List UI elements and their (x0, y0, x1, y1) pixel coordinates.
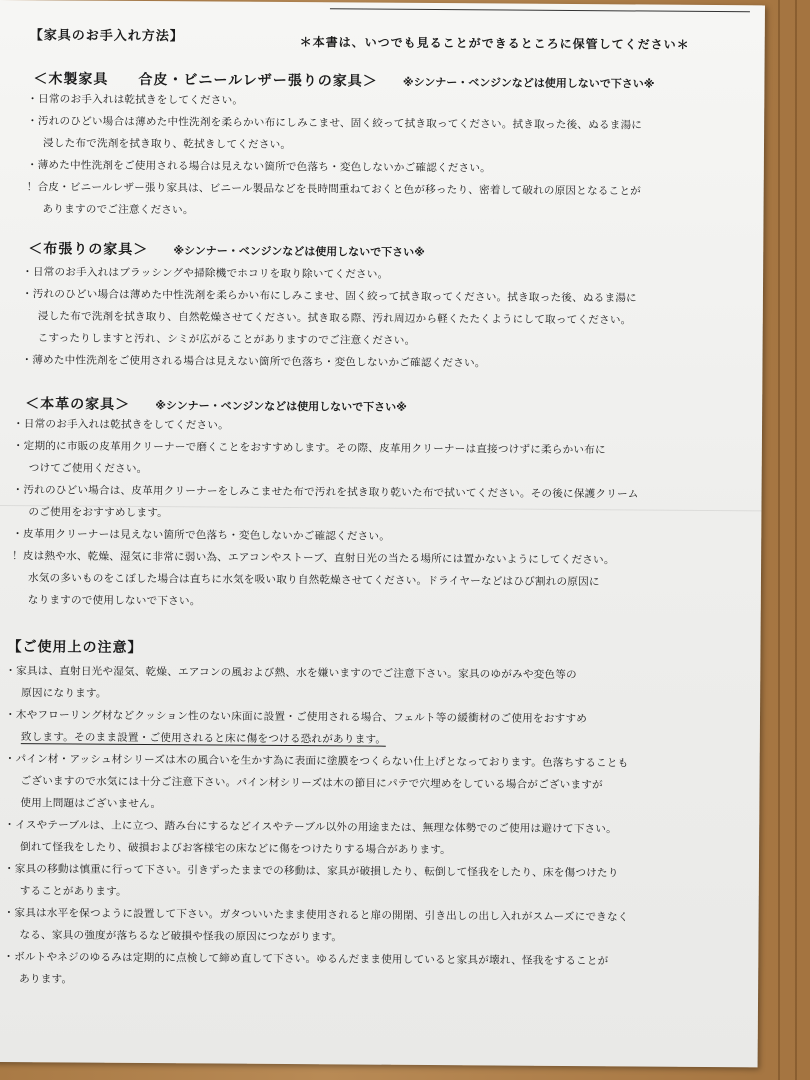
wood-grain (778, 0, 780, 1080)
section-leather-body (12, 413, 639, 615)
list-item-continued: 倒れて怪我をしたり、破損およびお客様宅の床などに傷をつけたりする場合があります。 (20, 841, 452, 857)
section-leather-heading (25, 393, 407, 416)
list-item-continued: 使用上問題はございません。 (20, 797, 162, 811)
section-fabric-warning: ※シンナー・ベンジンなどは使用しないで下さい※ (173, 244, 425, 259)
section-usage-body (3, 660, 630, 994)
section-usage-title: 【ご使用上の注意】 (7, 639, 143, 657)
list-item-continued: こすったりしますと汚れ、シミが広がることがありますのでご注意ください。 (37, 332, 416, 347)
section-wood-title: ＜木製家具 合皮・ビニールレザー張りの家具＞ (33, 71, 378, 90)
list-item: ・薄めた中性洗剤をご使用される場合は見えない箇所で色落ち・変色しないかご確認ください。 (21, 354, 486, 370)
list-item: ・イスやテーブルは、上に立つ、踏み台にするなどイスやテーブル以外の用途または、無理な体勢でのご使用は避けて下さい。 (4, 819, 617, 836)
list-item-continued: 浸した布で洗剤を拭き取り、乾拭きしてください。 (42, 137, 292, 152)
list-item: ・皮革用クリーナーは見えない箇所で色落ち・変色しないかご確認ください。 (12, 528, 391, 543)
list-item: ・薄めた中性洗剤をご使用される場合は見えない箇所で色落ち・変色しないかご確認ください。 (26, 159, 492, 175)
list-item: ・木やフローリング材などクッション性のない床面に設置・ご使用される場合、フェルト等の緩衝材のご使用をおすすめ (4, 709, 588, 726)
list-item: ・日常のお手入れは乾拭きをしてください。 (12, 418, 229, 432)
list-item-continued: 浸した布で洗剤を拭き取り、自然乾燥させてください。拭き取る際、汚れ周辺から軽くたたくようにして取ってください。 (37, 310, 632, 327)
header-left: 【家具のお手入れ方法】 (29, 28, 184, 45)
list-item-continued: なる、家具の強度が落ちるなど破損や怪我の原因につながります。 (19, 929, 343, 944)
list-item: ・汚れのひどい場合は、皮革用クリーナーをしみこませた布で汚れを拭き取り乾いた布で拭いてください。その後に保護クリーム (12, 484, 639, 501)
list-item: ・汚れのひどい場合は薄めた中性洗剤を柔らかい布にしみこませ、固く絞って拭き取ってください。拭き取った後、ぬるま湯に (21, 288, 637, 305)
section-fabric-body (21, 261, 637, 375)
section-wood-warning: ※シンナー・ベンジンなどは使用しないで下さい※ (402, 75, 655, 91)
list-item-continued: することがあります。 (19, 885, 127, 898)
list-item-continued: 原因になります。 (21, 687, 107, 700)
header-right: ＊本書は、いつでも見ることができるところに保管してください＊ (299, 35, 690, 52)
list-item: ・家具は、直射日光や湿気、乾燥、エアコンの風および熱、水を嫌いますのでご注意下さい。家具のゆがみや変色等の (5, 665, 577, 682)
list-item: ・ボルトやネジのゆるみは定期的に点検して締め直して下さい。ゆるんだまま使用していると家具が壊れ、怪我をすることが (3, 951, 609, 968)
list-item: ・家具は水平を保つように設置して下さい。ガタついいたまま使用されると扉の開閉、引き出しの出し入れがスムーズにできなく (3, 907, 629, 924)
top-rule (330, 8, 750, 12)
list-item-continued: 水気の多いものをこぼした場合は直ちに水気を吸い取り自然乾燥させてください。ドライヤーなどはひび割れの原因に (27, 572, 600, 589)
list-item: ！皮は熱や水、乾燥、湿気に非常に弱い為、エアコンやストーブ、直射日光の当たる場所には置かないようにしてください。 (12, 550, 615, 567)
list-item-continued: ありますのでご注意ください。 (42, 203, 194, 217)
list-item-continued: ございますので水気には十分ご注意下さい。パイン材シリーズは木の節目にパテで穴埋めをしている場合がございますが (20, 775, 603, 792)
list-item: ！合皮・ビニールレザー張り家具は、ビニール製品などを長時間重ねておくと色が移ったり、密着して破れの原因となることが (26, 181, 642, 198)
wood-grain (795, 0, 797, 1080)
list-item: ・定期的に市販の皮革用クリーナーで磨くことをおすすめします。その際、皮革用クリーナーは直接つけずに柔らかい布に (12, 440, 606, 457)
section-wood-body (26, 88, 642, 224)
section-fabric-title: ＜布張りの家具＞ (28, 241, 149, 259)
list-item-continued: あります。 (19, 973, 73, 986)
list-item: ・パイン材・アッシュ材シリーズは木の風合いを生かす為に表面に塗膜をつくらない仕上げとなっております。色落ちすることも (4, 753, 629, 770)
section-leather-title: ＜本革の家具＞ (25, 396, 131, 413)
list-item-continued: なりますので使用しないで下さい。 (27, 594, 201, 608)
underlined-note: 致します。そのまま設置・ご使用されると床に傷をつける恐れがあります。 (20, 731, 387, 746)
section-leather-warning: ※シンナー・ベンジンなどは使用しないで下さい※ (155, 399, 407, 414)
section-fabric-heading (28, 238, 425, 261)
list-item-continued: のご使用をおすすめします。 (28, 506, 169, 520)
list-item: ・家具の移動は慎重に行って下さい。引きずったままでの移動は、家具が破損したり、転倒して怪我をしたり、床を傷つけたり (3, 863, 619, 880)
list-item-continued: つけてご使用ください。 (28, 462, 148, 476)
list-item: ・汚れのひどい場合は薄めた中性洗剤を柔らかい布にしみこませ、固く絞って拭き取ってください。拭き取った後、ぬるま湯に (27, 115, 643, 132)
list-item: ・日常のお手入れは乾拭きをしてください。 (27, 93, 244, 107)
list-item: ・日常のお手入れはブラッシングや掃除機でホコリを取り除いてください。 (22, 266, 389, 281)
